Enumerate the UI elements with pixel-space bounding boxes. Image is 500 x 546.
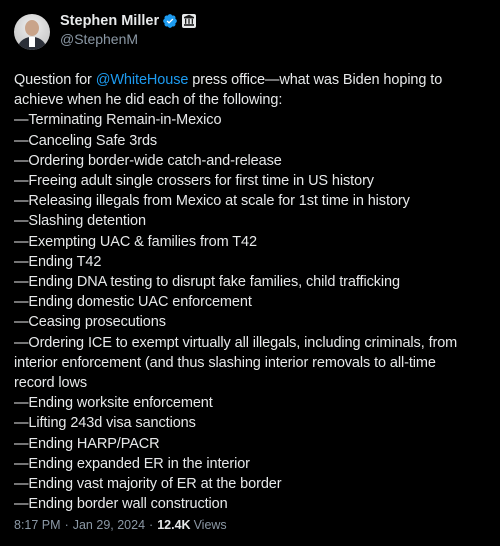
tweet-time[interactable]: 8:17 PM xyxy=(14,518,61,532)
tweet-line: —Ending expanded ER in the interior xyxy=(14,455,250,472)
meta-separator: · xyxy=(64,518,69,532)
author-handle[interactable]: @StephenM xyxy=(60,31,139,47)
tweet-date[interactable]: Jan 29, 2024 xyxy=(72,518,146,532)
tweet-line: achieve when he did each of the following: xyxy=(14,92,283,109)
tweet-meta xyxy=(14,518,227,532)
tweet-line: —Ending worksite enforcement xyxy=(14,395,213,412)
display-name[interactable]: Stephen Miller xyxy=(60,13,160,29)
tweet-line-intro xyxy=(14,70,486,90)
tweet-line: —Ending T42 xyxy=(14,253,102,270)
mention-link[interactable]: @WhiteHouse xyxy=(95,72,189,88)
tweet-line: —Ending domestic UAC enforcement xyxy=(14,294,252,311)
tweet-line: —Terminating Remain-in-Mexico xyxy=(14,112,222,129)
tweet-line: record lows xyxy=(14,375,88,392)
verified-badge-icon[interactable] xyxy=(162,13,178,29)
intro-prefix: Question for xyxy=(14,72,96,88)
tweet-line: —Ceasing prosecutions xyxy=(14,314,166,331)
tweet-line: —Canceling Safe 3rds xyxy=(14,132,158,149)
government-building-icon[interactable] xyxy=(182,14,196,28)
tweet-line: —Ending border wall construction xyxy=(14,496,228,513)
avatar[interactable] xyxy=(14,14,50,50)
tweet-line: —Ordering border-wide catch-and-release xyxy=(14,152,282,169)
tweet-line: —Exempting UAC & families from T42 xyxy=(14,233,257,250)
tweet-line: —Releasing illegals from Mexico at scale for 1st time in history xyxy=(14,193,410,210)
views-count[interactable]: 12.4K xyxy=(157,518,191,532)
meta-separator: · xyxy=(149,518,154,532)
author-names xyxy=(60,12,196,48)
avatar-head xyxy=(25,20,39,36)
tweet-line: —Ending HARP/PACR xyxy=(14,435,160,452)
intro-suffix: press office—what was Biden hoping to xyxy=(188,72,443,88)
tweet-line: —Ending vast majority of ER at the border xyxy=(14,476,282,493)
tweet-line: —Slashing detention xyxy=(14,213,146,230)
avatar-shirt xyxy=(29,37,35,47)
views-label: Views xyxy=(193,518,227,532)
tweet-line: —Freeing adult single crossers for first time in US history xyxy=(14,173,374,190)
name-row xyxy=(60,12,196,30)
tweet-line: —Ordering ICE to exempt virtually all illegals, including criminals, from xyxy=(14,334,458,351)
tweet-line: —Lifting 243d visa sanctions xyxy=(14,415,196,432)
tweet-header xyxy=(14,12,486,60)
tweet-text xyxy=(14,70,486,514)
tweet-line: interior enforcement (and thus slashing interior removals to all-time xyxy=(14,354,436,371)
tweet-line: —Ending DNA testing to disrupt fake families, child trafficking xyxy=(14,274,400,291)
